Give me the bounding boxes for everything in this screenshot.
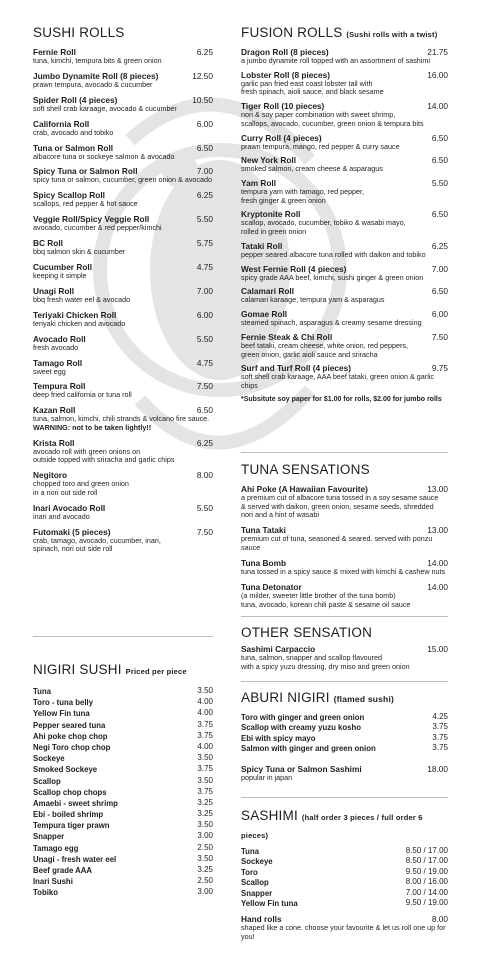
item-name: Teriyaki Chicken Roll: [33, 309, 117, 320]
nigiri-section: [33, 662, 213, 899]
item-name: Veggie Roll/Spicy Veggie Roll: [33, 214, 150, 225]
item-name: Gomae Roll: [241, 309, 288, 320]
fusion-heading: FUSION ROLLS (Sushi rolls with a twist): [241, 25, 438, 40]
item-price: 6.50: [196, 142, 213, 153]
item-name: Unagi Roll: [33, 285, 75, 296]
item-name: Ahi Poke (A Hawaiian Favourite): [241, 484, 368, 494]
item-price: 6.25: [196, 437, 213, 448]
menu-item: [33, 381, 213, 400]
item-price: 3.25: [197, 797, 213, 807]
item-description: a premium cut of albacore tuna tossed in a soy sesame sauce: [241, 493, 439, 502]
item-price: 7.00: [196, 166, 213, 177]
menu-item: [33, 843, 213, 854]
item-price: 3.75: [432, 732, 448, 742]
menu-item: [33, 731, 213, 742]
menu-item: [33, 820, 213, 831]
item-price: 6.50: [431, 155, 448, 166]
divider: [241, 797, 448, 798]
sushi-rolls-heading: SUSHI ROLLS: [33, 25, 125, 40]
menu-item: [33, 405, 213, 432]
item-description: & served with daikon, green onion, sesame seeds, shredded: [241, 501, 434, 511]
item-price: 3.25: [197, 865, 213, 874]
item-name: Tataki Roll: [241, 240, 283, 251]
item-price: 3.75: [197, 764, 213, 774]
item-description: scallops, avocado, cucumber, green onion & tempura bits: [241, 118, 424, 128]
item-name: Tiger Roll (10 pieces): [241, 101, 325, 112]
item-name: Curry Roll (4 pieces): [241, 132, 322, 143]
item-price: 6.25: [431, 240, 448, 251]
menu-item: [33, 686, 213, 697]
menu-item: [241, 898, 448, 908]
item-price: 21.75: [427, 47, 448, 57]
item-price: 3.00: [197, 831, 213, 841]
item-description: tuna, salmon, snapper and scallop flavoured: [241, 653, 383, 662]
item-price: 3.25: [197, 809, 213, 819]
item-name: Tuna Bomb: [241, 557, 287, 568]
menu-item: [33, 798, 213, 809]
menu-item: [241, 582, 448, 609]
item-price: 14.00: [427, 557, 448, 568]
menu-item: [33, 854, 213, 865]
menu-item: [33, 334, 213, 353]
item-name: Tuna or Salmon Roll: [33, 142, 114, 153]
menu-item: [33, 887, 213, 898]
item-name: Spider Roll (4 pieces): [33, 94, 118, 105]
item-description: bbq fresh water eel & avocado: [33, 294, 131, 304]
other-heading: OTHER SENSATION: [241, 625, 373, 640]
item-price: 3.50: [197, 853, 213, 863]
menu-item: Spicy Tuna or Salmon Sashimi 18.00 popular in japan: [241, 763, 448, 782]
item-name: Kazan Roll: [33, 405, 76, 416]
item-name: Cucumber Roll: [33, 262, 93, 273]
item-name: Fernie Steak & Chi Roll: [241, 331, 333, 342]
item-price: 9.50 / 19.00: [405, 866, 448, 876]
item-name: Beef grade AAA: [33, 866, 93, 875]
item-description: soft shell crab karaage, avocado & cucumber: [33, 103, 177, 113]
menu-item: [33, 527, 213, 554]
item-name: Kryptonite Roll: [241, 209, 301, 220]
menu-item: [241, 332, 448, 359]
menu-item: [33, 876, 213, 887]
item-name: Snapper: [33, 832, 65, 842]
menu-item: [33, 47, 213, 66]
item-description: nori and a hint of wasabi: [241, 510, 319, 520]
item-description: in a nori out side roll: [33, 487, 98, 497]
item-price: 8.50 / 17.00: [405, 846, 448, 855]
item-description: nori & soy paper combination with sweet shrimp,: [241, 110, 396, 120]
item-name: Salmon with ginger and green onion: [241, 744, 376, 754]
menu-item: [241, 264, 448, 283]
item-name: Tobiko: [33, 888, 58, 898]
menu-item: [241, 743, 448, 753]
item-name: Ebi - boiled shrimp: [33, 810, 104, 820]
menu-item: [241, 888, 448, 898]
item-price: 6.25: [196, 47, 213, 57]
menu-item: [241, 363, 448, 390]
item-name: Tempura tiger prawn: [33, 821, 110, 831]
item-name: New York Roll: [241, 155, 297, 166]
item-name: Calamari Roll: [241, 286, 295, 297]
menu-item: [33, 262, 213, 281]
item-price: 7.00 / 14.00: [405, 887, 448, 897]
item-name: Scallop: [241, 878, 269, 888]
menu-item: [241, 722, 448, 732]
menu-item: [33, 71, 213, 90]
item-description: sweet egg: [33, 366, 66, 376]
item-name: Unagi - fresh water eel: [33, 854, 117, 864]
item-warning: WARNING: not to be taken lightly!!: [33, 422, 152, 432]
item-name: Krista Roll: [33, 437, 75, 448]
soy-paper-note: *Subsitute soy paper for $1.00 for rolls, $2.00 for jumbo rolls: [241, 395, 442, 403]
menu-item: [33, 831, 213, 842]
item-name: Spicy Scallop Roll: [33, 190, 105, 201]
item-name: Surf and Turf Roll (4 pieces): [241, 363, 352, 374]
item-description: green onion, garlic aioli sauce and sriracha: [241, 349, 378, 359]
item-name: Fernie Roll: [33, 47, 76, 57]
item-price: 10.50: [192, 94, 213, 105]
divider: [33, 636, 213, 637]
menu-item: [241, 209, 448, 236]
item-name: California Roll: [33, 118, 90, 129]
item-price: 15.00: [427, 644, 448, 654]
divider: [241, 681, 448, 682]
item-price: 13.00: [427, 484, 448, 494]
menu-item: [33, 238, 213, 257]
item-name: Toro - tuna belly: [33, 698, 94, 708]
menu-item: [241, 101, 448, 128]
menu-item: [33, 143, 213, 162]
menu-item: [241, 309, 448, 328]
item-price: 6.50: [431, 132, 448, 143]
item-price: 4.00: [197, 741, 213, 751]
menu-item: Hand rolls 8.00 shaped like a cone. choose your favourite & let us roll one up for you!: [241, 914, 448, 941]
item-description: keeping it simple: [33, 271, 87, 281]
item-price: 3.50: [197, 775, 213, 785]
item-name: Yam Roll: [241, 178, 277, 189]
item-name: BC Roll: [33, 238, 63, 249]
item-price: 4.25: [432, 712, 448, 721]
item-description: beef tataki, cream cheese, white onion, red peppers,: [241, 340, 409, 350]
item-price: 3.50: [197, 686, 213, 695]
item-price: 5.50: [431, 178, 448, 189]
item-price: 14.00: [427, 582, 448, 593]
item-price: 2.50: [197, 842, 213, 852]
item-description: premium cut of tuna, seasoned & seared. served with ponzu sauce: [241, 534, 433, 552]
tuna-heading: TUNA SENSATIONS: [241, 462, 370, 477]
menu-item: [33, 503, 213, 522]
item-price: 5.50: [196, 333, 213, 344]
item-name: Ahi poke chop chop: [33, 731, 108, 741]
item-description: scallops, red pepper & hot sauce: [33, 199, 138, 209]
item-price: 5.75: [196, 238, 213, 249]
item-price: 7.50: [196, 526, 213, 537]
item-name: Yellow Fin tuna: [33, 709, 90, 719]
item-description: tuna, salmon, kimchi, chili strands & volcano fire sauce.: [33, 414, 210, 424]
item-name: Tuna: [33, 687, 52, 696]
item-description: inari and avocado: [33, 511, 90, 521]
menu-item: [241, 133, 448, 152]
menu-item: [33, 787, 213, 798]
item-description: tempura yam with tamago, red pepper,: [241, 187, 365, 197]
menu-item: [241, 178, 448, 205]
menu-item: [241, 644, 448, 671]
item-name: West Fernie Roll (4 pieces): [241, 263, 347, 274]
item-price: 13.00: [427, 525, 448, 536]
item-description: a jumbo dynamite roll topped with an assortment of sashimi: [241, 56, 430, 65]
item-name: Tuna Tataki: [241, 525, 286, 536]
menu-item: [33, 776, 213, 787]
menu-item: [241, 70, 448, 97]
item-name: Jumbo Dynamite Roll (8 pieces): [33, 70, 159, 81]
item-description: crab, avocado and tobiko: [33, 127, 114, 137]
item-description: fresh avocado: [33, 342, 79, 352]
item-price: 6.00: [196, 309, 213, 320]
menu-item: [33, 358, 213, 377]
menu-item: [241, 241, 448, 260]
item-price: 4.00: [197, 697, 213, 707]
item-price: 7.00: [196, 285, 213, 296]
item-description: spinach, nori out side roll: [33, 544, 113, 554]
item-price: 7.50: [196, 381, 213, 392]
item-name: Dragon Roll (8 pieces): [241, 47, 329, 57]
item-name: Inari Sushi: [33, 877, 73, 887]
item-name: Yellow Fin tuna: [241, 898, 298, 908]
item-name: Sockeye: [33, 754, 65, 764]
item-name: Avocado Roll: [33, 333, 86, 344]
menu-item: [241, 856, 448, 866]
item-description: avocado, cucumber & red pepper/kimchi: [33, 223, 162, 233]
menu-item: [33, 764, 213, 775]
item-description: garlic pan fried east coast lobster tail with: [241, 78, 373, 88]
item-description: avocado roll with green onions on: [33, 446, 141, 456]
item-description: pepper seared albacore tuna rolled with daikon and tobiko: [241, 249, 426, 259]
menu-item: [241, 846, 448, 856]
item-description: fresh ginger & green onion: [241, 195, 326, 205]
menu-item: [241, 733, 448, 743]
item-price: 3.75: [197, 730, 213, 740]
item-description: teriyaki chicken and avocado: [33, 318, 126, 328]
item-price: 3.50: [197, 753, 213, 763]
item-name: Scallop chop chops: [33, 787, 107, 797]
item-name: Sockeye: [241, 857, 273, 867]
item-price: 8.00 / 16.00: [405, 877, 448, 887]
menu-item: [33, 190, 213, 209]
item-name: Toro: [241, 867, 258, 877]
item-description: (a milder, sweeter little brother of the tuna bomb): [241, 591, 396, 601]
item-price: 2.50: [197, 876, 213, 886]
item-name: Inari Avocado Roll: [33, 502, 106, 513]
item-price: 12.50: [192, 70, 213, 81]
item-description: albacore tuna or sockeye salmon & avocado: [33, 151, 175, 161]
item-price: 4.00: [197, 708, 213, 718]
item-name: Scallop with creamy yuzu kosho: [241, 723, 362, 733]
menu-item: [33, 708, 213, 719]
item-description: with a spicy yuzu dressing, dry miso and green onion: [241, 661, 410, 671]
item-description: bbq salmon skin & cucumber: [33, 247, 126, 257]
item-price: 8.00: [196, 470, 213, 481]
item-price: 4.75: [196, 262, 213, 273]
item-name: Negitoro: [33, 470, 68, 481]
item-name: Amaebi - sweet shrimp: [33, 798, 118, 808]
item-description: fresh spinach, aioli sauce, and black sesame: [241, 87, 384, 97]
menu-item: [241, 47, 448, 66]
menu-item: [33, 742, 213, 753]
nigiri-heading: NIGIRI SUSHI Priced per piece: [33, 662, 187, 677]
item-description: prawn tempura, avocado & cucumber: [33, 79, 153, 89]
menu-item: [241, 525, 448, 552]
item-name: Snapper: [241, 888, 273, 898]
item-price: 6.00: [196, 118, 213, 129]
menu-item: [241, 712, 448, 722]
other-section: [241, 625, 448, 673]
item-description: soft shell crab karaage, AAA beef tataki, green onion & garlic chips: [241, 372, 434, 390]
menu-item: [241, 155, 448, 174]
sushi-rolls-section: [33, 25, 213, 559]
item-price: 7.00: [431, 263, 448, 274]
item-price: 9.75: [431, 363, 448, 374]
item-description: calamari karaage, tempura yam & asparagus: [241, 295, 385, 305]
item-name: Scallop: [33, 776, 61, 786]
item-price: 8.50 / 17.00: [405, 856, 448, 866]
item-name: Smoked Sockeye: [33, 765, 98, 775]
item-price: 6.00: [431, 309, 448, 320]
item-name: Tamago Roll: [33, 357, 83, 368]
item-description: spicy grade AAA beef, kimchi, sushi ginger & green onion: [241, 272, 424, 282]
item-description: rolled in green onion: [241, 227, 307, 237]
item-price: 3.75: [432, 743, 448, 753]
item-description: deep fried california or tuna roll: [33, 390, 132, 400]
item-description: tuna, avocado, korean chili paste & sesame oil sauce: [241, 599, 411, 609]
menu-item: [241, 867, 448, 877]
item-price: 3.75: [197, 786, 213, 796]
sashimi-section: [241, 808, 448, 942]
item-price: 6.50: [431, 209, 448, 220]
menu-item: [33, 95, 213, 114]
item-name: Spicy Tuna or Salmon Roll: [33, 166, 138, 177]
menu-item: [33, 286, 213, 305]
item-price: 6.25: [196, 190, 213, 201]
menu-item: [241, 558, 448, 577]
menu-item: [33, 166, 213, 185]
menu-item: [33, 119, 213, 138]
item-description: spicy tuna or salmon, cucumber, green onion & avocado: [33, 175, 212, 185]
menu-item: [33, 865, 213, 876]
item-name: Toro with ginger and green onion: [241, 713, 365, 722]
menu-item: [33, 310, 213, 329]
menu-item: [33, 697, 213, 708]
sashimi-heading: SASHIMI (half order 3 pieces / full order 6 pieces): [241, 808, 423, 840]
item-name: Tempura Roll: [33, 381, 86, 392]
menu-item: [33, 438, 213, 465]
menu-item: [33, 214, 213, 233]
divider: [241, 452, 448, 453]
item-price: 5.50: [196, 214, 213, 225]
item-name: Ebi with spicy mayo: [241, 733, 316, 743]
menu-item: [33, 753, 213, 764]
item-name: Lobster Roll (8 pieces): [241, 69, 330, 80]
fusion-section: [241, 25, 448, 404]
item-price: 5.50: [196, 502, 213, 513]
item-price: 4.75: [196, 357, 213, 368]
item-price: 6.50: [196, 405, 213, 416]
item-name: Tuna Detonator: [241, 582, 302, 593]
menu-item: [33, 720, 213, 731]
menu-item: [33, 809, 213, 820]
item-price: 3.75: [197, 719, 213, 729]
item-price: 3.00: [197, 887, 213, 897]
menu-item: [241, 877, 448, 887]
item-price: 14.00: [427, 101, 448, 112]
item-price: 6.50: [431, 286, 448, 297]
menu-item: [33, 470, 213, 497]
item-name: Pepper seared tuna: [33, 720, 106, 730]
item-price: 16.00: [427, 69, 448, 80]
item-description: scallop, avocado, cucumber, tobiko & wasabi mayo,: [241, 218, 406, 228]
item-description: smoked salmon, cream cheese & asparagus: [241, 164, 383, 174]
item-price: 9.50 / 19.00: [405, 897, 448, 907]
menu-item: [241, 286, 448, 305]
menu-item: [241, 484, 448, 520]
item-price: 7.50: [431, 331, 448, 342]
item-name: Futomaki (5 pieces): [33, 526, 111, 537]
item-description: tuna tossed in a spicy sauce & mixed with kimchi & cashew nuts: [241, 566, 446, 576]
item-price: 3.50: [197, 820, 213, 830]
item-description: crab, tamago, avocado, cucumber, inari,: [33, 535, 161, 545]
tuna-section: [241, 462, 448, 615]
item-name: Sashimi Carpaccio: [241, 644, 316, 654]
item-name: Tamago egg: [33, 843, 79, 853]
divider: [241, 616, 448, 617]
item-description: steamed spinach, asparagus & creamy sesame dressing: [241, 318, 422, 328]
item-description: prawn tempura, mango, red pepper & curry sauce: [241, 141, 400, 151]
item-name: Tuna: [241, 847, 260, 856]
aburi-heading: ABURI NIGIRI (flamed sushi): [241, 690, 395, 705]
item-description: outside topped with sriracha and garlic chips: [33, 455, 175, 465]
item-description: tuna, kimchi, tempura bits & green onion: [33, 56, 162, 65]
item-name: Negi Toro chop chop: [33, 742, 111, 752]
aburi-section: [241, 690, 448, 782]
item-description: chopped toro and green onion: [33, 479, 129, 489]
item-price: 3.75: [432, 722, 448, 732]
